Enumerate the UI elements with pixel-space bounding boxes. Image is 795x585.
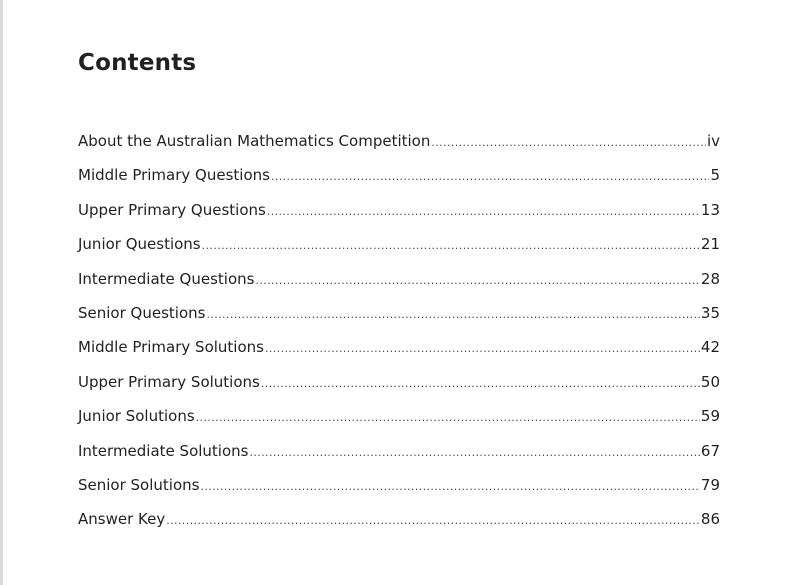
toc-entry[interactable] [78,235,720,269]
toc-entry-page-number: 5 [710,166,720,185]
table-of-contents [78,132,720,545]
toc-dot-leader [255,274,699,287]
toc-dot-leader [249,446,699,459]
toc-entry-page-number: 59 [700,407,720,426]
toc-entry-label: Upper Primary Solutions [78,372,260,391]
toc-entry-label: Intermediate Questions [78,269,255,288]
toc-entry[interactable] [78,338,720,372]
page-title: Contents [78,50,197,76]
toc-dot-leader [431,136,706,149]
toc-entry-label: Upper Primary Questions [78,200,266,219]
toc-entry-label: Middle Primary Questions [78,166,270,185]
toc-entry[interactable] [78,407,720,441]
toc-entry-page-number: 42 [700,338,720,357]
toc-entry-page-number: 35 [700,303,720,322]
toc-entry[interactable] [78,373,720,407]
toc-entry-page-number: 21 [700,235,720,254]
toc-dot-leader [202,239,700,252]
toc-entry[interactable] [78,476,720,510]
toc-entry[interactable] [78,510,720,544]
page-edge-divider [0,0,3,585]
toc-entry[interactable] [78,442,720,476]
toc-dot-leader [196,411,700,424]
toc-dot-leader [265,342,700,355]
toc-entry-label: Intermediate Solutions [78,441,249,460]
toc-entry-label: Answer Key [78,510,166,529]
toc-entry[interactable] [78,166,720,200]
toc-entry-page-number: 86 [700,510,720,529]
toc-dot-leader [200,480,699,493]
toc-entry-label: Junior Questions [78,235,201,254]
toc-entry[interactable] [78,132,720,166]
toc-entry-page-number: 28 [700,269,720,288]
toc-entry-label: Senior Questions [78,303,206,322]
toc-entry-label: Middle Primary Solutions [78,338,264,357]
toc-entry-page-number: 13 [700,200,720,219]
toc-entry-label: About the Australian Mathematics Competition [78,132,431,150]
toc-entry[interactable] [78,201,720,235]
toc-dot-leader [261,377,700,390]
toc-entry-page-number: 50 [700,372,720,391]
toc-dot-leader [271,170,710,183]
toc-entry-page-number: 79 [700,475,720,494]
toc-entry-label: Senior Solutions [78,475,200,494]
toc-dot-leader [166,514,700,527]
toc-dot-leader [267,205,700,218]
toc-entry-label: Junior Solutions [78,407,195,426]
toc-entry-page-number: iv [706,132,720,150]
toc-entry-page-number: 67 [700,441,720,460]
toc-entry[interactable] [78,270,720,304]
toc-dot-leader [206,308,699,321]
toc-entry[interactable] [78,304,720,338]
